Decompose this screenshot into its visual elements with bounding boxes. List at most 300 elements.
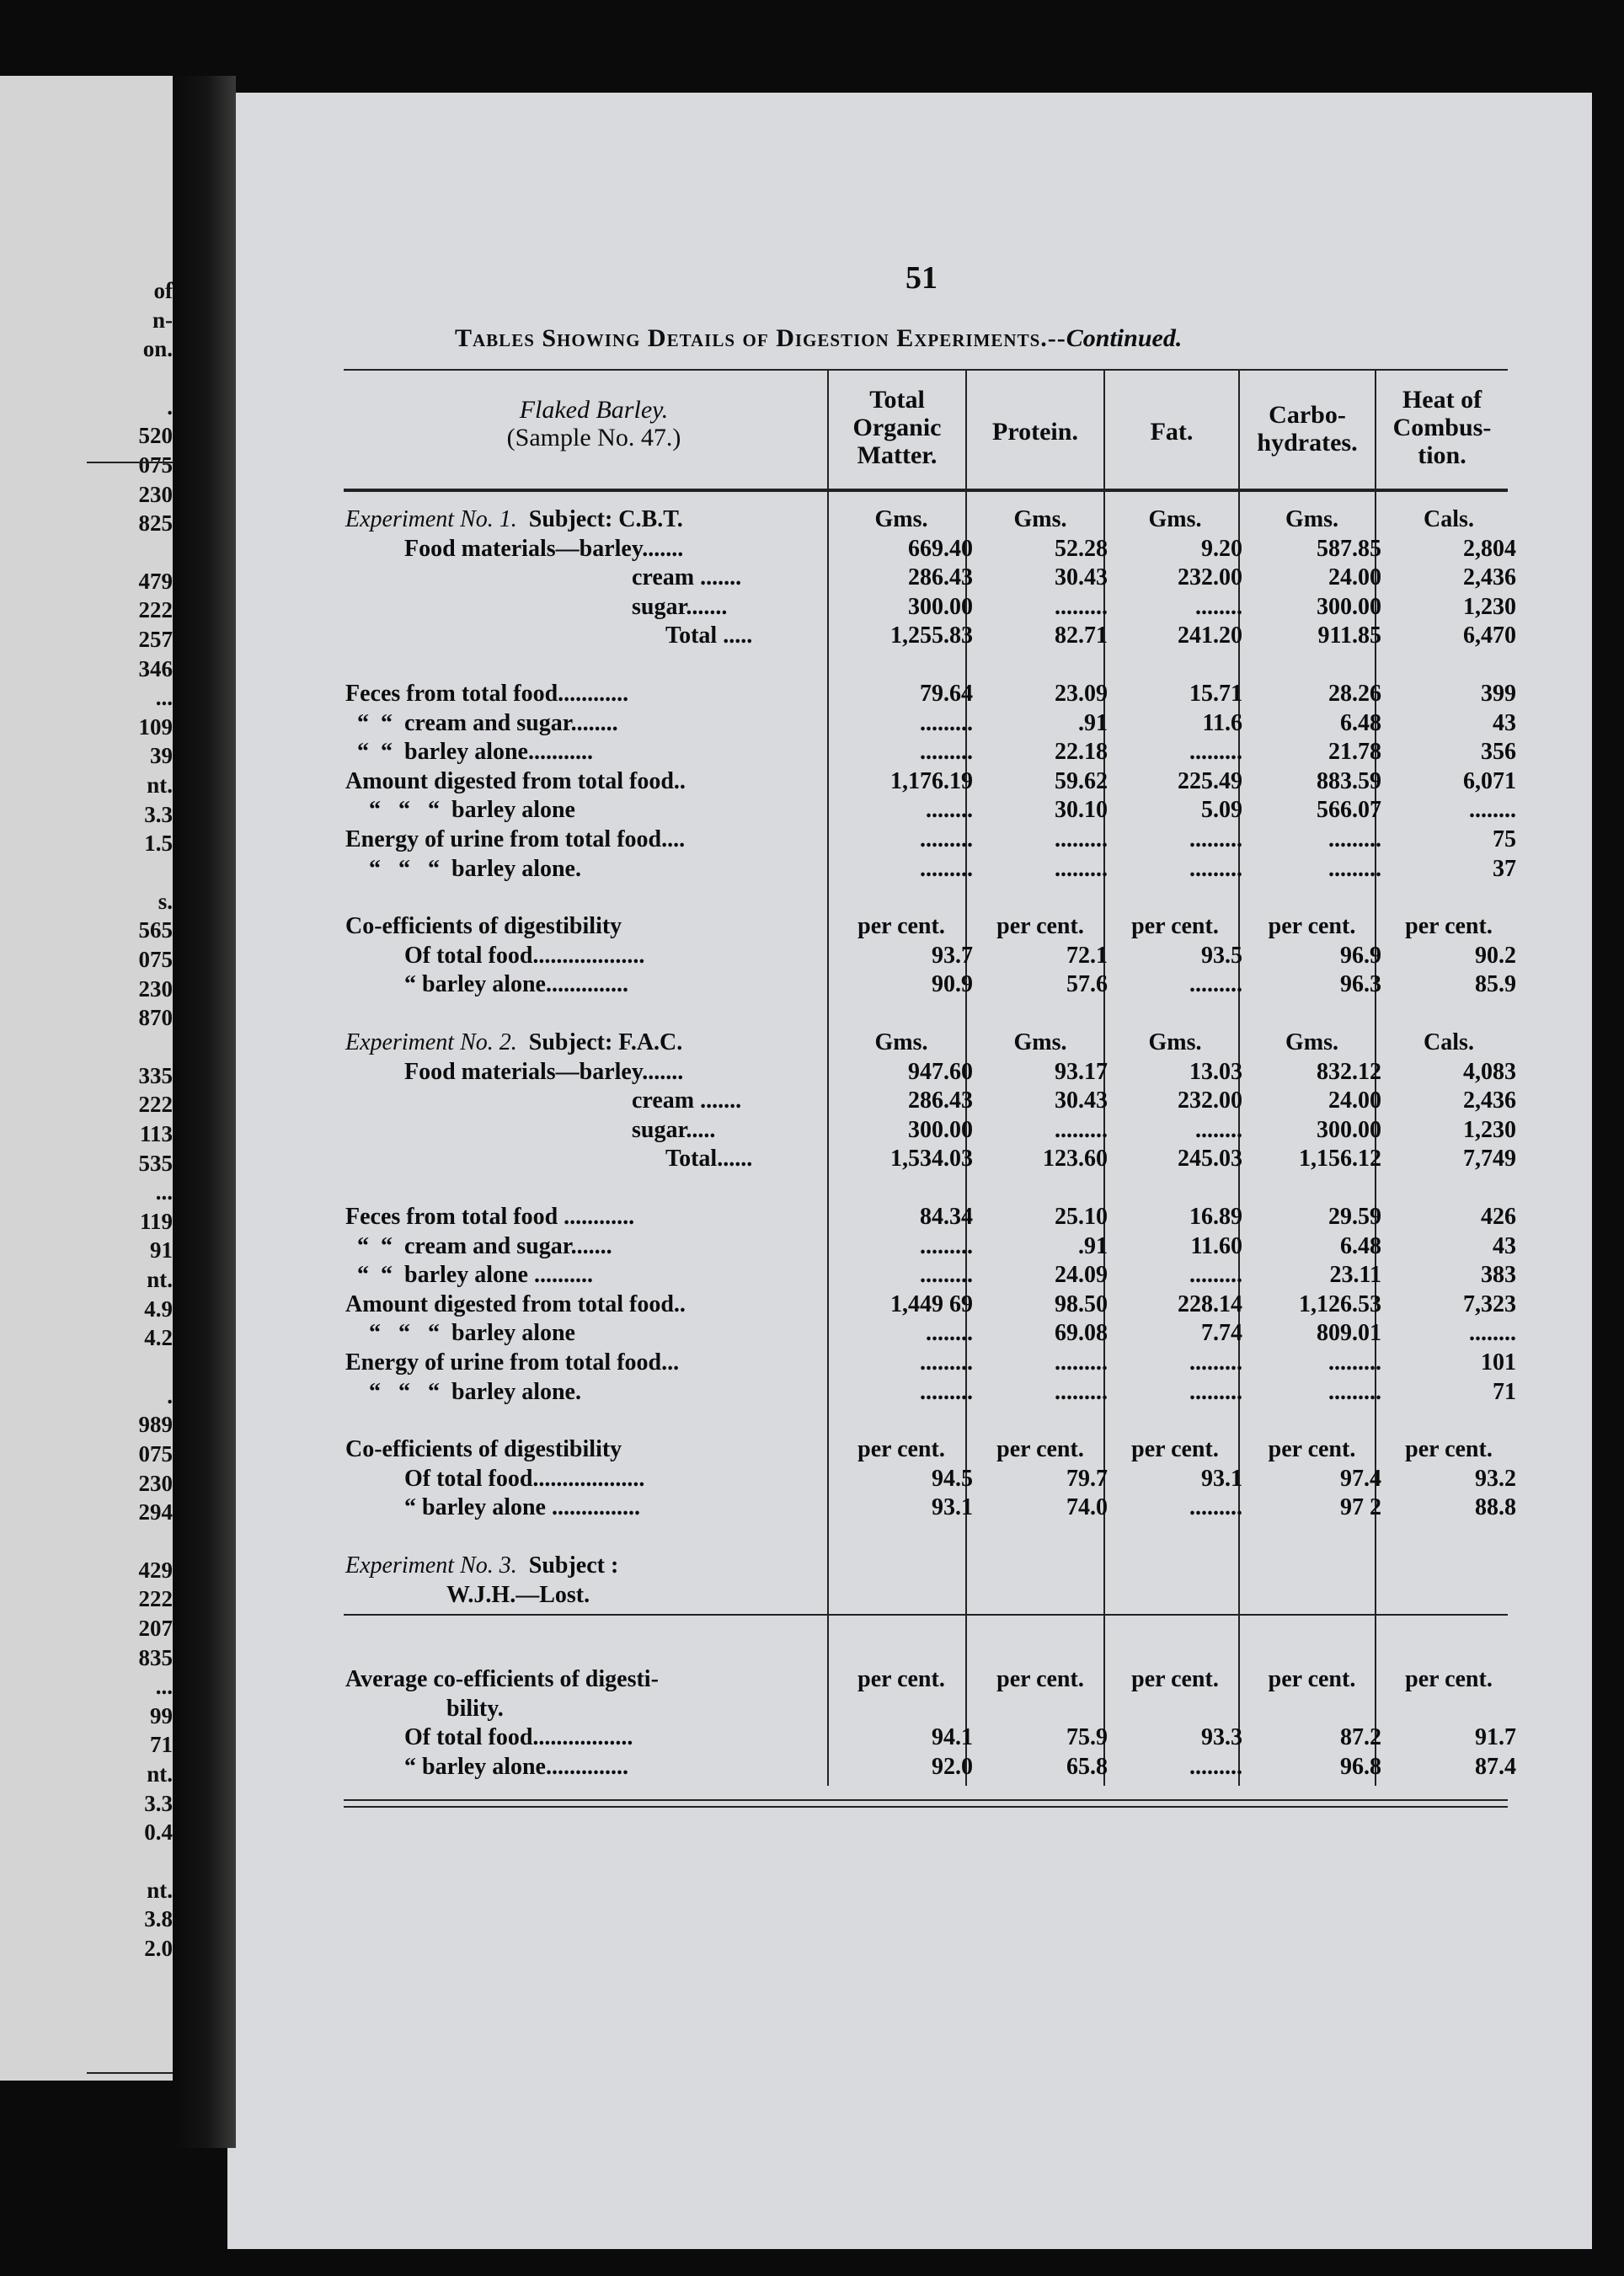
row-label-text: Total......	[665, 1146, 753, 1173]
cell-c1: 1,176.19	[890, 767, 973, 794]
cell-c3: ........	[1195, 1116, 1242, 1143]
cell-c3: 225.49	[1178, 767, 1242, 794]
table-row	[345, 1261, 1516, 1290]
cell-c4: .........	[1328, 855, 1381, 882]
strip-text: nt.	[147, 1267, 173, 1292]
cell-c1: 92.0	[932, 1754, 973, 1780]
strip-text: 222	[138, 1092, 173, 1118]
row-label-text: “ “ “ barley alone	[345, 797, 575, 824]
row-label-text: Food materials—barley.......	[404, 1058, 684, 1085]
strip-text: 109	[138, 713, 173, 740]
cell-c2: .91	[1078, 1232, 1108, 1259]
row-label-text: Amount digested from total food..	[345, 1290, 686, 1317]
table-row	[345, 1319, 1516, 1348]
row-label-text: Total .....	[665, 622, 753, 649]
cell-c4: 300.00	[1317, 1116, 1381, 1143]
strip-text: 429	[138, 1557, 173, 1583]
row-label-text: Co-efficients of digestibility	[345, 913, 622, 940]
cell-c4: 21.78	[1328, 739, 1381, 766]
strip-text: .	[167, 393, 173, 419]
strip-text: 565	[138, 917, 173, 943]
strip-text: ...	[155, 1674, 173, 1700]
cell-c2: .........	[1055, 855, 1108, 882]
cell-c3: .........	[1189, 1349, 1242, 1376]
table-row	[345, 680, 1516, 708]
cell-c1: 300.00	[908, 593, 973, 620]
header-bottom-rule	[344, 489, 1508, 492]
cell-c2: .........	[1055, 593, 1108, 620]
row-label-text: “ “ barley alone ..........	[345, 1262, 593, 1289]
cell-c1: ........	[926, 797, 973, 824]
cell-c1: 286.43	[908, 1087, 973, 1114]
cell-c4: 97.4	[1340, 1465, 1381, 1492]
cell-c2: 24.09	[1055, 1262, 1108, 1289]
column-header-total-organic-matter	[829, 386, 965, 469]
table-bottom-rule	[344, 1806, 1508, 1808]
cell-c3: 228.14	[1178, 1290, 1242, 1317]
row-label	[404, 942, 644, 970]
row-label	[345, 796, 575, 825]
cell-c5: 75	[1493, 826, 1516, 852]
table-row	[345, 1465, 1516, 1493]
cell-c4: 883.59	[1317, 767, 1381, 794]
cell-c1: per cent.	[857, 1436, 945, 1463]
row-label-text: “ “ “ barley alone	[345, 1320, 575, 1347]
table-row	[345, 1232, 1516, 1261]
table-row	[345, 1378, 1516, 1407]
cell-c1: 1,534.03	[890, 1146, 973, 1173]
cell-c4: 96.3	[1340, 971, 1381, 998]
cell-c3: ........	[1195, 593, 1242, 620]
row-label-text: “ barley alone..............	[404, 971, 628, 998]
table-row	[345, 1581, 1508, 1610]
cell-c4: 96.9	[1340, 942, 1381, 969]
average-section-rule	[344, 1614, 1508, 1616]
row-label-text: Subject: F.A.C.	[516, 1029, 683, 1055]
strip-text: 075	[138, 947, 173, 972]
strip-rule	[87, 2072, 179, 2074]
cell-c5: 2,436	[1463, 1087, 1516, 1114]
cell-c2: 30.43	[1055, 564, 1108, 591]
row-label-text: Subject :	[516, 1552, 619, 1579]
table-row	[345, 738, 1516, 767]
header-line: Heat of	[1402, 386, 1482, 414]
cell-c1: 90.9	[932, 971, 973, 998]
strip-text: 222	[138, 597, 173, 623]
cell-c4: 6.48	[1340, 1232, 1381, 1259]
strip-text: 99	[150, 1702, 173, 1728]
cell-c3: 232.00	[1178, 1087, 1242, 1114]
cell-c1: 1,255.83	[890, 622, 973, 649]
strip-text: 989	[138, 1412, 173, 1438]
strip-text: nt.	[147, 772, 173, 798]
cell-c5: 71	[1493, 1378, 1516, 1405]
strip-text: 346	[138, 655, 173, 681]
cell-c4: per cent.	[1268, 1666, 1356, 1693]
cell-c4: 28.26	[1328, 681, 1381, 707]
column-header-carbohydrates	[1240, 401, 1375, 457]
cell-c3: 11.6	[1202, 709, 1242, 736]
strip-text: 520	[138, 423, 173, 449]
strip-text: ...	[155, 1179, 173, 1205]
cell-c2: 65.8	[1066, 1754, 1108, 1780]
cell-c4: 24.00	[1328, 1087, 1381, 1114]
row-label	[345, 1319, 575, 1348]
row-label-text: “ “ barley alone...........	[345, 739, 593, 766]
strip-text: 870	[138, 1005, 173, 1031]
cell-c1: 79.64	[920, 681, 973, 707]
table-row	[345, 535, 1516, 564]
row-label	[345, 767, 686, 796]
strip-text: nt.	[147, 1761, 173, 1787]
cell-c3: Gms.	[1148, 1029, 1202, 1055]
row-label	[632, 1087, 741, 1115]
table-top-rule	[344, 369, 1508, 371]
cell-c2: 30.43	[1055, 1087, 1108, 1114]
cell-c3: Gms.	[1148, 506, 1202, 532]
cell-c2: 82.71	[1055, 622, 1108, 649]
cell-c2: Gms.	[1013, 1029, 1067, 1055]
row-label	[404, 1465, 644, 1493]
row-label-text: Feces from total food............	[345, 681, 629, 707]
cell-c3: 13.03	[1189, 1058, 1242, 1085]
cell-c2: 30.10	[1055, 797, 1108, 824]
cell-c5: ........	[1469, 1320, 1516, 1347]
cell-c4: 566.07	[1317, 797, 1381, 824]
cell-c4: 300.00	[1317, 593, 1381, 620]
cell-c5: ........	[1469, 797, 1516, 824]
row-label	[345, 1349, 679, 1377]
table-row	[345, 1087, 1516, 1115]
cell-c5: 383	[1481, 1262, 1516, 1289]
strip-text: 207	[138, 1616, 173, 1641]
strip-text: n-	[152, 307, 173, 333]
strip-text: 4.9	[144, 1296, 173, 1322]
header-line: tion.	[1418, 441, 1466, 469]
row-label	[345, 680, 628, 708]
header-line: hydrates.	[1257, 429, 1358, 457]
cell-c4: Gms.	[1285, 1029, 1338, 1055]
row-label-text: bility.	[446, 1695, 504, 1722]
row-label	[345, 1232, 612, 1261]
strip-text: nt.	[147, 1877, 173, 1903]
subject-title: Flaked Barley.	[519, 396, 669, 424]
table-row	[345, 505, 1508, 534]
cell-c5: 1,230	[1463, 1116, 1516, 1143]
cell-c1: .........	[920, 739, 973, 766]
cell-c5: 93.2	[1475, 1465, 1516, 1492]
cell-c2: .91	[1078, 709, 1108, 736]
cell-c4: 24.00	[1328, 564, 1381, 591]
row-label-text: sugar.......	[632, 593, 728, 620]
cell-c1: per cent.	[857, 913, 945, 940]
cell-c1: .........	[920, 826, 973, 852]
experiment-label: Experiment No. 3.	[345, 1552, 517, 1579]
row-label	[345, 825, 685, 854]
row-label-text: Energy of urine from total food...	[345, 1349, 680, 1376]
cell-c5: per cent.	[1405, 1666, 1493, 1693]
table-row	[345, 1145, 1516, 1173]
row-label-text: Energy of urine from total food....	[345, 826, 686, 852]
cell-c3: per cent.	[1131, 1436, 1219, 1463]
row-label	[632, 1116, 715, 1145]
cell-c3: 15.71	[1189, 681, 1242, 707]
cell-c2: Gms.	[1013, 506, 1067, 532]
cell-c3: 93.3	[1201, 1724, 1242, 1751]
strip-text: 835	[138, 1644, 173, 1670]
cell-c1: .........	[920, 709, 973, 736]
strip-text: of	[153, 278, 173, 303]
cell-c4: .........	[1328, 1349, 1381, 1376]
cell-c1: 286.43	[908, 564, 973, 591]
cell-c5: 6,470	[1463, 622, 1516, 649]
row-label	[345, 1028, 682, 1057]
row-label	[345, 1552, 618, 1580]
row-label	[345, 1378, 581, 1407]
cell-c5: 43	[1493, 709, 1516, 736]
row-label	[404, 970, 628, 999]
table-row	[345, 1723, 1516, 1752]
strip-text: 113	[139, 1121, 173, 1146]
cell-c2: per cent.	[996, 1666, 1084, 1693]
row-label-text: “ “ cream and sugar........	[345, 709, 618, 736]
strip-text: 119	[139, 1208, 173, 1234]
strip-text: 335	[138, 1062, 173, 1088]
subject-header	[396, 396, 792, 451]
strip-text: .	[167, 1382, 173, 1408]
cell-c5: 37	[1493, 855, 1516, 882]
cell-c3: 9.20	[1201, 535, 1242, 562]
cell-c1: .........	[920, 1262, 973, 1289]
row-label	[404, 1753, 628, 1782]
binding-shadow	[173, 76, 236, 2148]
strip-text: 3.3	[144, 1790, 173, 1816]
header-line: Total	[869, 386, 925, 414]
cell-c5: 356	[1481, 739, 1516, 766]
row-label-text: Of total food.................	[404, 1724, 633, 1751]
header-line: Organic	[852, 414, 942, 441]
cell-c1: .........	[920, 855, 973, 882]
row-label-text: sugar.....	[632, 1116, 716, 1143]
table-row	[345, 1028, 1508, 1057]
strip-text: on.	[142, 336, 173, 362]
cell-c5: 399	[1481, 681, 1516, 707]
cell-c5: 91.7	[1475, 1724, 1516, 1751]
column-header-heat-of-combustion	[1376, 386, 1508, 469]
cell-c5: 7,323	[1463, 1290, 1516, 1317]
row-label-text: Food materials—barley.......	[404, 535, 684, 562]
cell-c2: 59.62	[1055, 767, 1108, 794]
cell-c1: .........	[920, 1378, 973, 1405]
cell-c4: per cent.	[1268, 1436, 1356, 1463]
heading-continued: Continued.	[1066, 324, 1183, 352]
row-label-text: “ “ cream and sugar.......	[345, 1232, 612, 1259]
cell-c2: 93.17	[1055, 1058, 1108, 1085]
strip-text: 075	[138, 452, 173, 478]
row-label	[345, 505, 683, 534]
row-label	[665, 622, 752, 650]
table-row	[345, 942, 1516, 970]
table-row	[345, 1665, 1508, 1694]
table-row	[345, 825, 1516, 854]
row-label	[345, 1435, 622, 1464]
cell-c1: Gms.	[874, 506, 928, 532]
cell-c5: 1,230	[1463, 593, 1516, 620]
row-label	[345, 738, 593, 767]
cell-c1: 94.1	[932, 1724, 973, 1751]
row-label	[446, 1581, 590, 1610]
row-label	[404, 535, 683, 564]
cell-c3: .........	[1189, 1494, 1242, 1521]
row-label	[665, 1145, 752, 1173]
row-label	[632, 564, 741, 592]
row-label-text: “ “ “ barley alone.	[345, 855, 581, 882]
cell-c5: 85.9	[1475, 971, 1516, 998]
row-label-text: Feces from total food ............	[345, 1204, 635, 1230]
cell-c3: 5.09	[1201, 797, 1242, 824]
page-heading	[455, 324, 1182, 353]
row-label-text: Of total food...................	[404, 942, 645, 969]
header-line: Carbo-	[1269, 401, 1346, 429]
heading-main: Tables Showing Details of Digestion Experiments.--	[455, 324, 1066, 352]
strip-text: 2.0	[144, 1936, 173, 1961]
cell-c3: 93.1	[1201, 1465, 1242, 1492]
cell-c1: 94.5	[932, 1465, 973, 1492]
cell-c1: per cent.	[857, 1666, 945, 1693]
cell-c1: .........	[920, 1349, 973, 1376]
cell-c2: 22.18	[1055, 739, 1108, 766]
cell-c3: 11.60	[1190, 1232, 1242, 1259]
cell-c3: 241.20	[1178, 622, 1242, 649]
table-row	[345, 1435, 1508, 1464]
row-label-text: Co-efficients of digestibility	[345, 1436, 622, 1463]
cell-c1: 1,449 69	[890, 1290, 973, 1317]
cell-c2: 57.6	[1066, 971, 1108, 998]
strip-text: 075	[138, 1441, 173, 1467]
sample-number: (Sample No. 47.)	[506, 424, 681, 451]
row-label-text: cream .......	[632, 1087, 742, 1114]
row-label	[345, 1261, 593, 1290]
cell-c5: 426	[1481, 1204, 1516, 1230]
cell-c5: per cent.	[1405, 913, 1493, 940]
cell-c3: .........	[1189, 971, 1242, 998]
cell-c3: .........	[1189, 826, 1242, 852]
cell-c4: 587.85	[1317, 535, 1381, 562]
cell-c5: Cals.	[1424, 1029, 1474, 1055]
experiment-label: Experiment No. 1.	[345, 506, 517, 532]
strip-text: 0.4	[144, 1819, 173, 1846]
page-number: 51	[905, 260, 938, 296]
cell-c2: 25.10	[1055, 1204, 1108, 1230]
row-label	[345, 1290, 686, 1319]
table-row	[345, 1753, 1516, 1782]
table-row	[345, 855, 1516, 884]
cell-c3: .........	[1189, 1754, 1242, 1780]
cell-c4: 23.11	[1329, 1262, 1381, 1289]
cell-c3: 7.74	[1201, 1320, 1242, 1347]
table-row	[345, 796, 1516, 825]
table-row	[345, 1552, 1508, 1580]
cell-c3: 16.89	[1189, 1204, 1242, 1230]
row-label	[345, 709, 618, 738]
cell-c1: 84.34	[920, 1204, 973, 1230]
row-label	[345, 912, 622, 941]
cell-c3: .........	[1189, 1378, 1242, 1405]
strip-text: s.	[158, 888, 173, 914]
cell-c5: 2,436	[1463, 564, 1516, 591]
cell-c4: 96.8	[1340, 1754, 1381, 1780]
cell-c2: 98.50	[1055, 1290, 1108, 1317]
cell-c4: 809.01	[1317, 1320, 1381, 1347]
cell-c2: 69.08	[1055, 1320, 1108, 1347]
cell-c5: 6,071	[1463, 767, 1516, 794]
strip-text: 222	[138, 1586, 173, 1612]
row-label	[446, 1695, 504, 1723]
cell-c2: 75.9	[1066, 1724, 1108, 1751]
cell-c5: 87.4	[1475, 1754, 1516, 1780]
cell-c3: 245.03	[1178, 1146, 1242, 1173]
strip-text: 230	[138, 481, 173, 507]
cell-c5: 90.2	[1475, 942, 1516, 969]
table-row	[345, 622, 1516, 650]
cell-c1: 300.00	[908, 1116, 973, 1143]
row-label-text: “ barley alone..............	[404, 1754, 628, 1780]
cell-c5: 4,083	[1463, 1058, 1516, 1085]
column-header-protein: Protein.	[992, 418, 1078, 446]
cell-c3: per cent.	[1131, 1666, 1219, 1693]
cell-c5: Cals.	[1424, 506, 1474, 532]
strip-text: 71	[150, 1732, 173, 1758]
table-row	[345, 709, 1516, 738]
cell-c4: 6.48	[1340, 709, 1381, 736]
row-label-text: Of total food...................	[404, 1465, 645, 1492]
table-row	[345, 1290, 1516, 1319]
cell-c2: .........	[1055, 1116, 1108, 1143]
table-row	[345, 1493, 1516, 1522]
strip-text: 479	[138, 568, 173, 594]
cell-c4: 97 2	[1340, 1494, 1381, 1521]
cell-c1: Gms.	[874, 1029, 928, 1055]
cell-c1: 93.7	[932, 942, 973, 969]
table-row	[345, 1695, 1508, 1723]
header-line: Combus-	[1392, 414, 1492, 441]
experiment-label: Experiment No. 2.	[345, 1029, 517, 1055]
cell-c4: .........	[1328, 1378, 1381, 1405]
cell-c3: 232.00	[1178, 564, 1242, 591]
strip-text: 1.5	[144, 831, 173, 857]
cell-c4: 832.12	[1317, 1058, 1381, 1085]
table-bottom-rule	[344, 1799, 1508, 1801]
strip-text: 825	[138, 510, 173, 537]
cell-c4: Gms.	[1285, 506, 1338, 532]
cell-c4: 1,126.53	[1299, 1290, 1381, 1317]
cell-c2: 74.0	[1066, 1494, 1108, 1521]
cell-c2: per cent.	[996, 1436, 1084, 1463]
cell-c2: .........	[1055, 826, 1108, 852]
strip-text: 294	[138, 1499, 173, 1525]
column-header-fat: Fat.	[1150, 418, 1194, 446]
row-label	[404, 1058, 683, 1087]
table-row	[345, 1058, 1516, 1087]
cell-c4: 911.85	[1317, 622, 1381, 649]
cell-c2: 123.60	[1043, 1146, 1108, 1173]
row-label-text: Subject: C.B.T.	[516, 506, 683, 532]
row-label-text: “ “ “ barley alone.	[345, 1378, 581, 1405]
cell-c1: 947.60	[908, 1058, 973, 1085]
cell-c2: per cent.	[996, 913, 1084, 940]
row-label	[404, 1723, 633, 1752]
row-label	[404, 1493, 640, 1522]
